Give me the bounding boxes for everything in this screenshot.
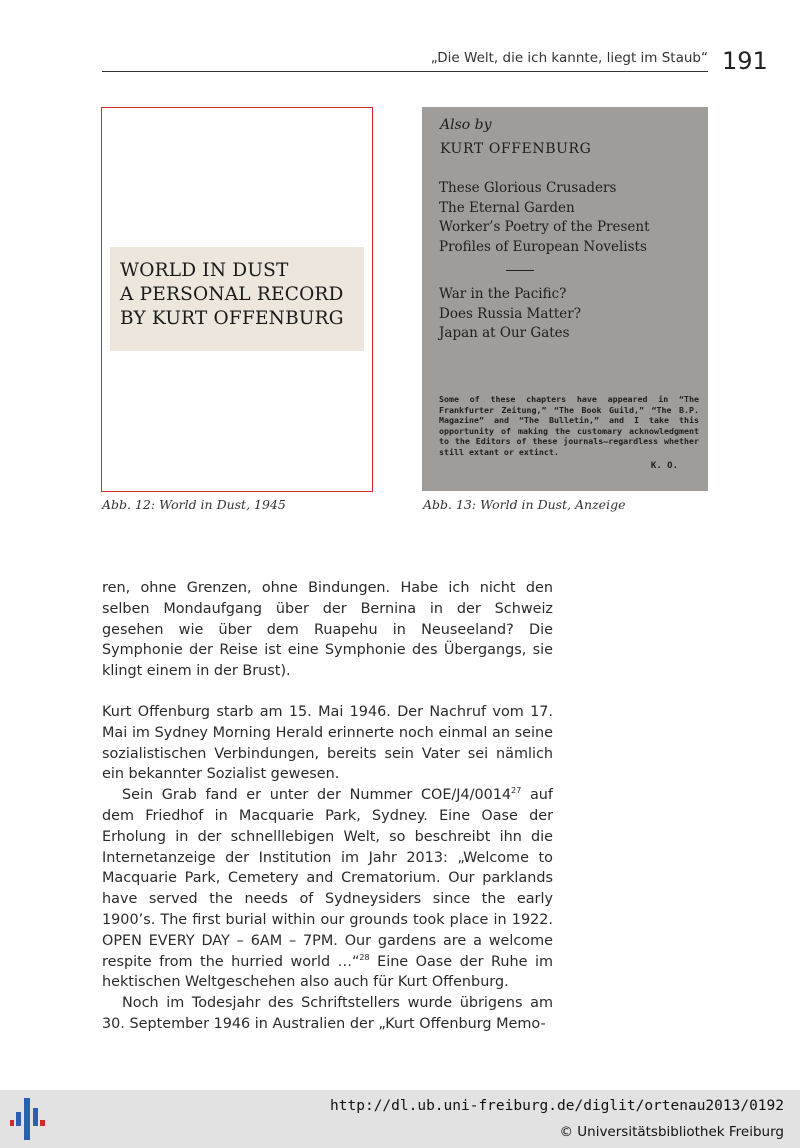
- figure-world-in-dust: [101, 107, 373, 492]
- figure-advertisement: [422, 107, 708, 491]
- book-title: Japan at Our Gates: [439, 325, 570, 341]
- clipping-line: WORLD IN DUST: [120, 260, 289, 281]
- paragraph-part: Eine Oase der Ruhe im hektischen Weltgeschehen also auch für Kurt Offenburg.: [102, 953, 553, 991]
- book-title: Does Russia Matter?: [439, 305, 581, 322]
- page-number: 191: [722, 47, 768, 75]
- copyright-notice: © Universitätsbibliothek Freiburg: [559, 1124, 784, 1140]
- figure-caption-12: Abb. 12: World in Dust, 1945: [102, 497, 286, 512]
- book-title: War in the Pacific?: [439, 286, 567, 302]
- figure-caption-13: Abb. 13: World in Dust, Anzeige: [423, 497, 626, 512]
- footer-bar: [0, 1090, 800, 1148]
- paragraph: [102, 785, 553, 993]
- author-initials: K. O.: [650, 461, 678, 471]
- paragraph: Noch im Todesjahr des Schriftstellers wurde übrigens am 30. September 1946 in Australien der „Kurt Offenburg Memo-: [102, 995, 553, 1032]
- acknowledgment-note: Some of these chapters have appeared in “The Frankfurter Zeitung,” “The Book Guild,” “The B.P. Magazine” and “The Bulletin,” and I take this opportunity of making the customary acknowledgment to the Editors of these journals—regardless whether still extant or extinct.: [439, 394, 699, 457]
- clipping-line: BY KURT OFFENBURG: [120, 308, 344, 329]
- clipping-line: A PERSONAL RECORD: [120, 284, 344, 305]
- book-title: Profiles of European Novelists: [439, 238, 647, 255]
- divider-rule: [506, 270, 534, 271]
- book-list: [439, 285, 581, 344]
- also-by-label: Also by: [440, 117, 492, 133]
- book-title: Worker’s Poetry of the Present: [439, 219, 650, 235]
- title-clipping: [110, 247, 364, 351]
- running-header: [102, 44, 708, 72]
- author-name: KURT OFFENBURG: [440, 141, 592, 157]
- paragraph-part: auf dem Friedhof in Macquarie Park, Sydney. Eine Oase der Erholung in der schnelllebigen Welt, so beschreibt ihn die Internetanzeige der Institution im Jahr 2013: „Welcome to Macquarie Park, Cemetery and Crematorium. Our parklands have served the needs of Sydneysiders since the early 1900’s. The first burial within our grounds took place in 1922. OPEN EVERY DAY – 6AM – 7PM. Our gardens are a welcome respite from the hurried world …“: [102, 787, 553, 970]
- book-list: [439, 179, 650, 257]
- ub-freiburg-logo-icon: [9, 1096, 51, 1142]
- paragraph: ren, ohne Grenzen, ohne Bindungen. Habe ich nicht den selben Mondaufgang über der Bernina in der Schweiz gesehen wie über dem Ruapehu in Neuseeland? Die Symphonie der Reise ist eine Symphonie des Übergangs, sie klingt einem in der Brust).: [102, 580, 553, 680]
- book-title: These Glorious Crusaders: [439, 180, 617, 196]
- paragraph: Kurt Offenburg starb am 15. Mai 1946. Der Nachruf vom 17. Mai im Sydney Morning Herald erinnerte noch einmal an seine sozialistischen Verbindungen, bereits sein Vater sei nämlich ein bekannter Sozialist gewesen.: [102, 704, 553, 783]
- running-title: „Die Welt, die ich kannte, liegt im Staub“: [430, 50, 708, 66]
- book-title: The Eternal Garden: [439, 199, 575, 216]
- footnote-ref[interactable]: 28: [359, 952, 370, 962]
- paragraph-part: Sein Grab fand er unter der Nummer COE/J4/0014: [122, 787, 512, 804]
- body-text-main: [102, 702, 553, 1035]
- source-url-link[interactable]: http://dl.ub.uni-freiburg.de/diglit/ortenau2013/0192: [330, 1098, 784, 1114]
- footnote-ref[interactable]: 27: [511, 786, 522, 796]
- body-text-top: [102, 578, 553, 682]
